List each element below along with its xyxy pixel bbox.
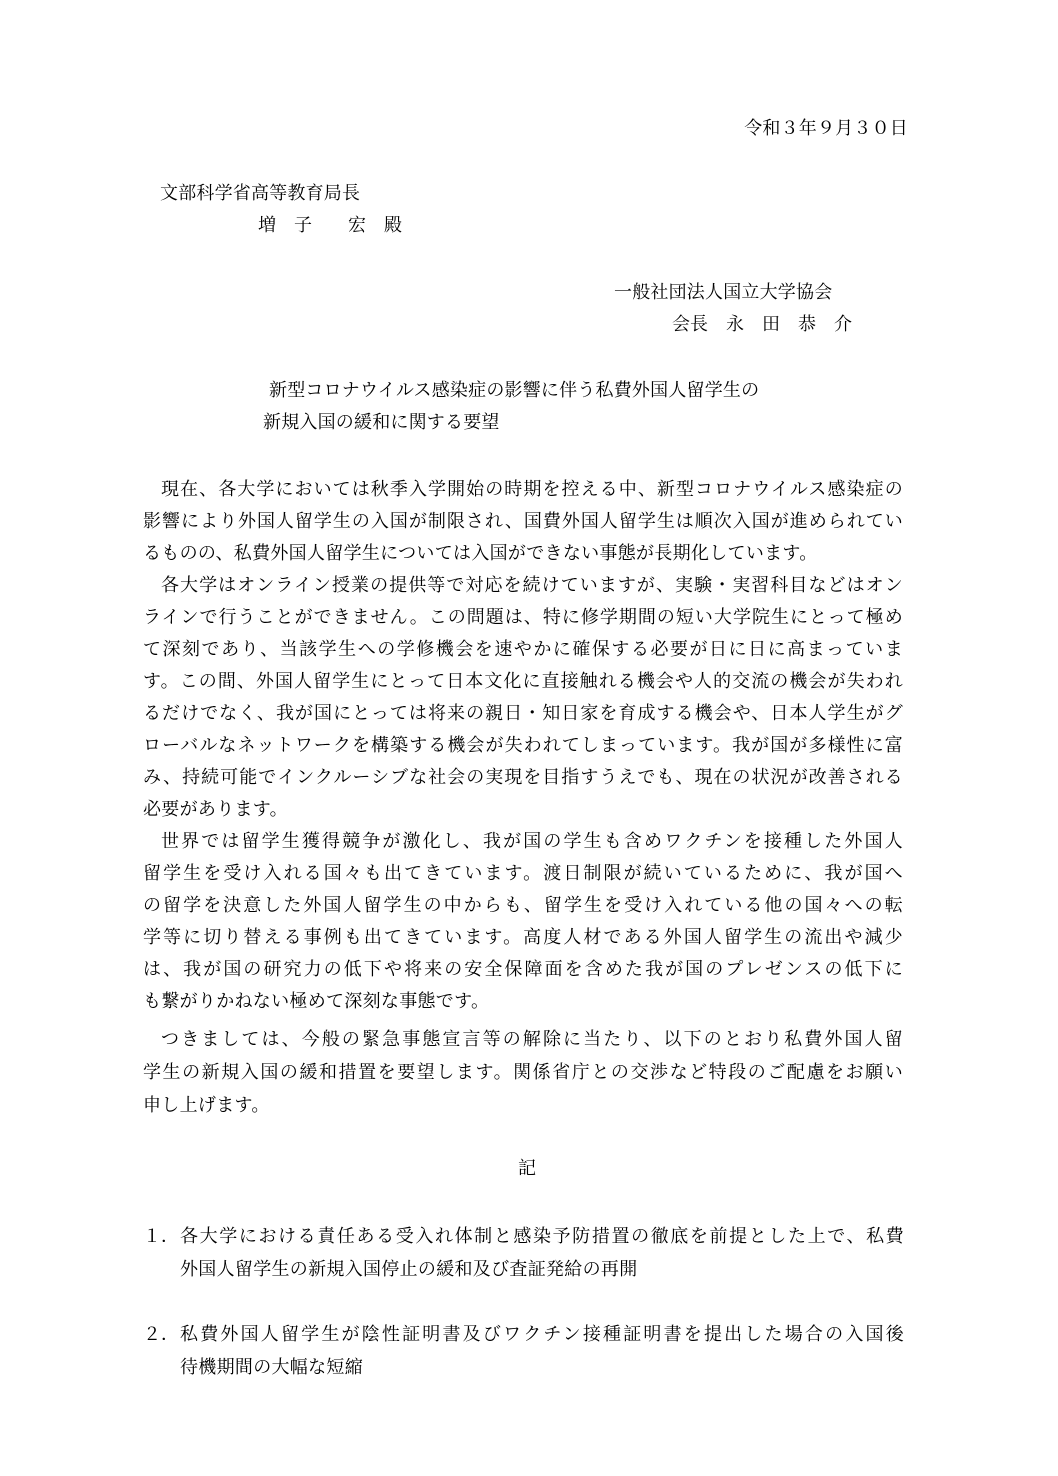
body-line: ローバルなネットワークを構築する機会が失われてしまっています。我が国が多様性に富 — [143, 735, 903, 756]
document-date: 令和３年９月３０日 — [744, 118, 908, 139]
ki-heading: 記 — [518, 1158, 536, 1179]
body-line: 現在、各大学においては秋季入学開始の時期を控える中、新型コロナウイルス感染症の — [161, 479, 903, 500]
body-line: 世界では留学生獲得競争が激化し、我が国の学生も含めワクチンを接種した外国人 — [161, 831, 903, 852]
body-line: も繋がりかねない極めて深刻な事態です。 — [143, 991, 490, 1012]
request-line: 待機期間の大幅な短縮 — [180, 1357, 363, 1378]
request-number: １． — [143, 1226, 179, 1247]
recipient-name: 増 子 宏 殿 — [258, 215, 402, 236]
body-line: す。この間、外国人留学生にとって日本文化に直接触れる機会や人的交流の機会が失われ — [143, 671, 903, 692]
body-line: 学等に切り替える事例も出てきています。高度人材である外国人留学生の流出や減少 — [143, 927, 903, 948]
request-line: 各大学における責任ある受入れ体制と感染予防措置の徹底を前提とした上で、私費 — [180, 1226, 904, 1247]
body-line: の留学を決意した外国人留学生の中からも、留学生を受け入れている他の国々への転 — [143, 895, 903, 916]
sender-name: 会長 永 田 恭 介 — [672, 314, 852, 335]
body-line: て深刻であり、当該学生への学修機会を速やかに確保する必要が日に日に高まっていま — [143, 639, 903, 660]
body-line: 学生の新規入国の緩和措置を要望します。関係省庁との交渉など特段のご配慮をお願い — [143, 1062, 903, 1083]
document-title-line-2: 新規入国の緩和に関する要望 — [263, 412, 500, 433]
body-line: るものの、私費外国人留学生については入国ができない事態が長期化しています。 — [143, 543, 818, 564]
sender-org: 一般社団法人国立大学協会 — [614, 282, 833, 303]
document-title-line-1: 新型コロナウイルス感染症の影響に伴う私費外国人留学生の — [269, 380, 760, 401]
body-line: つきましては、今般の緊急事態宣言等の解除に当たり、以下のとおり私費外国人留 — [161, 1029, 903, 1050]
body-line: は、我が国の研究力の低下や将来の安全保障面を含めた我が国のプレゼンスの低下に — [143, 959, 903, 980]
body-line: 必要があります。 — [143, 799, 288, 820]
body-line: 留学生を受け入れる国々も出てきています。渡日制限が続いているために、我が国へ — [143, 863, 903, 884]
body-line: ラインで行うことができません。この問題は、特に修学期間の短い大学院生にとって極め — [143, 607, 903, 628]
request-line: 私費外国人留学生が陰性証明書及びワクチン接種証明書を提出した場合の入国後 — [180, 1324, 904, 1345]
body-line: 影響により外国人留学生の入国が制限され、国費外国人留学生は順次入国が進められてい — [143, 511, 903, 532]
recipient-org: 文部科学省高等教育局長 — [160, 183, 361, 204]
request-line: 外国人留学生の新規入国停止の緩和及び査証発給の再開 — [180, 1259, 638, 1280]
body-line: み、持続可能でインクルーシブな社会の実現を目指すうえでも、現在の状況が改善される — [143, 767, 903, 788]
body-line: 各大学はオンライン授業の提供等で対応を続けていますが、実験・実習科目などはオン — [161, 575, 903, 596]
request-number: ２． — [143, 1324, 179, 1345]
body-line: 申し上げます。 — [143, 1095, 270, 1116]
body-line: るだけでなく、我が国にとっては将来の親日・知日家を育成する機会や、日本人学生がグ — [143, 703, 903, 724]
